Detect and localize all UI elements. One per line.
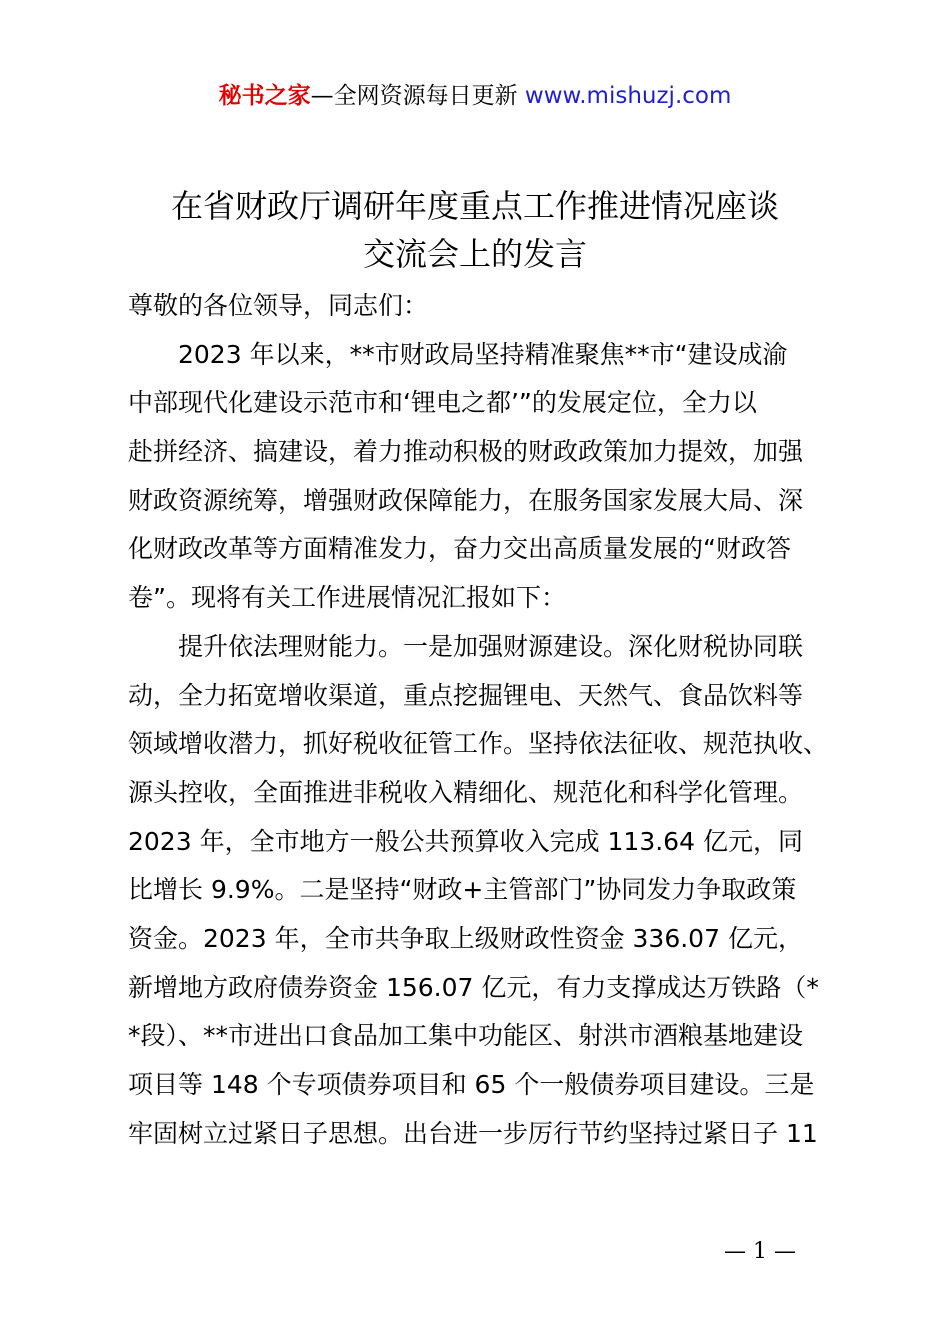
document-title xyxy=(0,182,950,278)
site-header xyxy=(0,80,950,112)
page-number: — 1 — xyxy=(724,1239,796,1264)
salutation: 尊敬的各位领导，同志们： xyxy=(128,291,429,320)
paragraph-line: 2023 年以来，**市财政局坚持精准聚焦**市“建设成渝 xyxy=(178,339,788,369)
paragraph-line: 动，全力拓宽增收渠道，重点挖掘锂电、天然气、食品饮料等 xyxy=(128,680,804,710)
paragraph-line: 牢固树立过紧日子思想。出台进一步厉行节约坚持过紧日子 11 xyxy=(128,1118,818,1148)
paragraph-line: 中部现代化建设示范市和‘锂电之都’”的发展定位，全力以 xyxy=(128,388,757,418)
paragraph-line: *段）、**市进出口食品加工集中功能区、射洪市酒粮基地建设 xyxy=(128,1021,804,1051)
title-line-1: 在省财政厅调研年度重点工作推进情况座谈 xyxy=(170,187,779,225)
paragraph-line: 赴拼经济、搞建设，着力推动积极的财政政策加力提效，加强 xyxy=(128,437,804,467)
paragraph-line: 新增地方政府债券资金 156.07 亿元，有力支撑成达万铁路（* xyxy=(128,972,819,1002)
paragraph-line: 领域增收潜力，抓好税收征管工作。坚持依法征收、规范执收、 xyxy=(128,729,829,759)
title-line-2: 交流会上的发言 xyxy=(362,235,587,273)
paragraph-line: 资金。2023 年，全市共争取上级财政性资金 336.07 亿元， xyxy=(128,923,803,953)
paragraph-line: 财政资源统筹，增强财政保障能力，在服务国家发展大局、深 xyxy=(128,485,804,515)
paragraph-line: 项目等 148 个专项债券项目和 65 个一般债券项目建设。三是 xyxy=(128,1070,815,1099)
document-body xyxy=(128,282,838,1158)
paragraph-line: 比增长 9.9%。二是坚持“财政+主管部门”协同发力争取政策 xyxy=(128,875,797,905)
site-tagline: —全网资源每日更新 xyxy=(310,83,518,109)
paragraph-line: 2023 年，全市地方一般公共预算收入完成 113.64 亿元，同 xyxy=(128,826,803,856)
paragraph-line: 源头控收，全面推进非税收入精细化、规范化和科学化管理。 xyxy=(128,777,804,807)
site-url[interactable]: www.mishuzj.com xyxy=(524,83,732,109)
paragraph-line: 化财政改革等方面精准发力，奋力交出高质量发展的“财政答 xyxy=(128,534,791,564)
site-brand: 秘书之家 xyxy=(218,83,311,109)
paragraph-line: 提升依法理财能力。一是加强财源建设。深化财税协同联 xyxy=(178,631,804,661)
paragraph-line: 卷”。现将有关工作进展情况汇报如下： xyxy=(128,583,566,613)
